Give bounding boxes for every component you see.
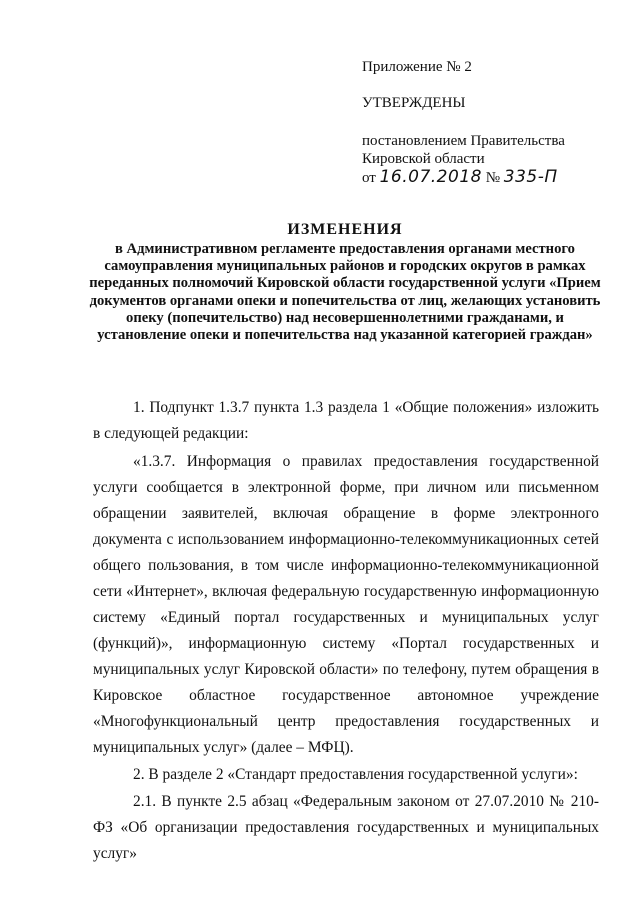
decree-line: постановлением Правительства (362, 133, 565, 149)
appendix-number: Приложение № 2 (362, 59, 472, 75)
handwritten-number: 335-П (503, 167, 558, 187)
paragraph-1: 1. Подпункт 1.3.7 пункта 1.3 раздела 1 «Общие положения» изложить в следующей редакции: (93, 399, 599, 442)
document-body (93, 395, 599, 868)
paragraph-3: 2. В разделе 2 «Стандарт предоставления государственной услуги»: (133, 766, 578, 783)
title-subtitle: в Административном регламенте предоставления органами местного самоуправления муниципальных районов и городских округов в рамках переданных полномочий Кировской области государственной услуги «Прием документов органами опеки и попечительства от лиц, желающих установить опеку (попечительство) над несовершеннолетними гражданами, и установление опеки и попечительства над указанной категорией граждан» (89, 241, 601, 344)
handwritten-date: 16.07.2018 (379, 167, 482, 187)
region-line: Кировской области (362, 151, 485, 167)
date-prefix: от (362, 170, 376, 186)
approval-stamp (362, 58, 622, 187)
approved-label: УТВЕРЖДЕНЫ (362, 95, 466, 111)
paragraph-2: «1.3.7. Информация о правилах предоставления государственной услуги сообщается в электронной форме, при личном или письменном обращении заявителей, включая обращение в форме электронного документа с использованием информационно-телекоммуникационных сетей общего пользования, в том числе информационно-телекоммуникационной сети «Интернет», включая федеральную государственную информационную систему «Единый портал государственных и муниципальных услуг (функций)», информационную систему «Портал государственных и муниципальных услуг Кировской области» по телефону, путем обращения в Кировское областное государственное автономное учреждение «Многофункциональный центр предоставления государственных и муниципальных услуг» (далее – МФЦ). (93, 453, 599, 756)
document-title (80, 220, 610, 344)
title-heading: ИЗМЕНЕНИЯ (287, 221, 403, 238)
paragraph-4: 2.1. В пункте 2.5 абзац «Федеральным законом от 27.07.2010 № 210-ФЗ «Об организации предоставления государственных и муниципальных услуг» (93, 793, 599, 862)
decree-date-line (362, 168, 622, 187)
number-prefix: № (485, 170, 501, 186)
